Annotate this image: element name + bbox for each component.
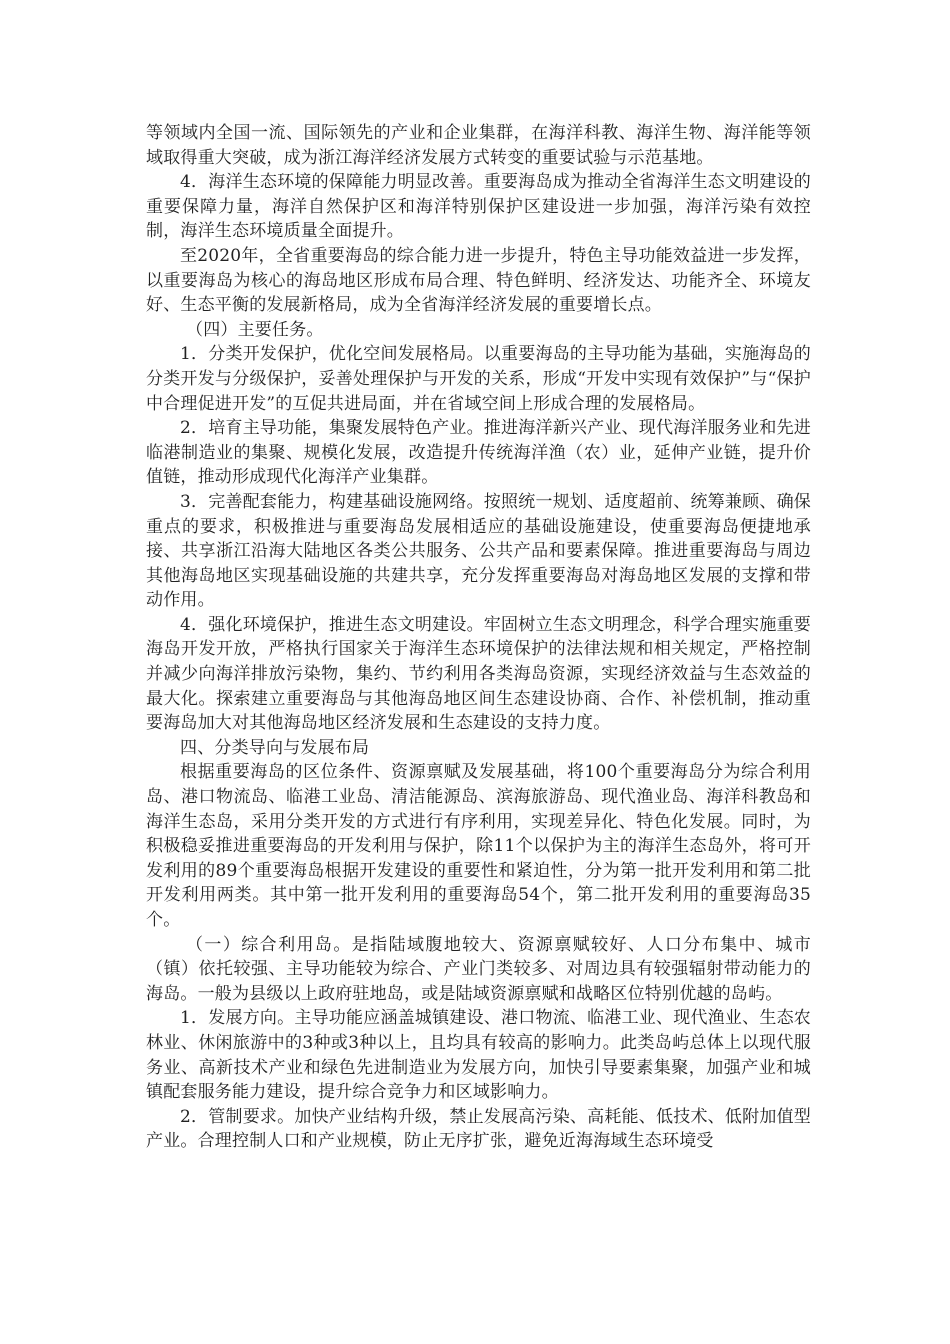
paragraph-control-requirements: 2．管制要求。加快产业结构升级，禁止发展高污染、高耗能、低技术、低附加值型产业。合理控制人口和产业规模，防止无序扩张，避免近海海域生态环境受: [146, 1106, 811, 1152]
paragraph-classification: 根据重要海岛的区位条件、资源禀赋及发展基础，将100个重要海岛分为综合利用岛、港口物流岛、临港工业岛、清洁能源岛、滨海旅游岛、现代渔业岛、海洋科教岛和海洋生态岛，采用分类开发的方式进行有序利用，实现差异化、特色化发展。同时，为积极稳妥推进重要海岛的开发利用与保护，除11个以保护为主的海洋生态岛外，将可开发利用的89个重要海岛根据开发建设的重要性和紧迫性，分为第一批开发利用和第二批开发利用两类。其中第一批开发利用的重要海岛54个，第二批开发利用的重要海岛35个。: [146, 762, 811, 930]
paragraph-goal-4: 4．海洋生态环境的保障能力明显改善。重要海岛成为推动全省海洋生态文明建设的重要保障力量，海洋自然保护区和海洋特别保护区建设进一步加强，海洋污染有效控制，海洋生态环境质量全面提升。: [146, 172, 811, 242]
paragraph-task-1: 1．分类开发保护，优化空间发展格局。以重要海岛的主导功能为基础，实施海岛的分类开发与分级保护，妥善处理保护与开发的关系，形成“开发中实现有效保护”与“保护中合理促进开发”的互促共进局面，并在省域空间上形成合理的发展格局。: [146, 344, 811, 414]
document-body: [146, 121, 811, 1154]
paragraph-continuation: 等领域内全国一流、国际领先的产业和企业集群，在海洋科教、海洋生物、海洋能等领域取得重大突破，成为浙江海洋经济发展方式转变的重要试验与示范基地。: [146, 123, 811, 168]
paragraph-2020-goal: 至2020年，全省重要海岛的综合能力进一步提升，特色主导功能效益进一步发挥，以重要海岛为核心的海岛地区形成布局合理、特色鲜明、经济发达、功能齐全、环境友好、生态平衡的发展新格局，成为全省海洋经济发展的重要增长点。: [146, 245, 811, 316]
paragraph-task-2: 2．培育主导功能，集聚发展特色产业。推进海洋新兴产业、现代海洋服务业和先进临港制造业的集聚、规模化发展，改造提升传统海洋渔（农）业，延伸产业链，提升价值链，推动形成现代化海洋产业集群。: [146, 418, 811, 488]
heading-main-tasks: （四）主要任务。: [186, 319, 324, 340]
paragraph-comprehensive-island: （一）综合利用岛。是指陆域腹地较大、资源禀赋较好、人口分布集中、城市（镇）依托较强、主导功能较为综合、产业门类较多、对周边具有较强辐射带动能力的海岛。一般为县级以上政府驻地岛，或是陆域资源禀赋和战略区位特别优越的岛屿。: [146, 934, 811, 1004]
paragraph-development-direction: 1．发展方向。主导功能应涵盖城镇建设、港口物流、临港工业、现代渔业、生态农林业、休闲旅游中的3种或3种以上，且均具有较高的影响力。此类岛屿总体上以现代服务业、高新技术产业和绿色先进制造业为发展方向，加快引导要素集聚，加强产业和城镇配套服务能力建设，提升综合竞争力和区域影响力。: [146, 1008, 811, 1103]
paragraph-task-4: 4．强化环境保护，推进生态文明建设。牢固树立生态文明理念，科学合理实施重要海岛开发开放，严格执行国家关于海洋生态环境保护的法律法规和相关规定，严格控制并减少向海洋排放污染物，集约、节约利用各类海岛资源，实现经济效益与生态效益的最大化。探索建立重要海岛与其他海岛地区间生态建设协商、合作、补偿机制，推动重要海岛加大对其他海岛地区经济发展和生态建设的支持力度。: [146, 614, 811, 734]
heading-section-4: 四、分类导向与发展布局: [180, 737, 370, 758]
paragraph-task-3: 3．完善配套能力，构建基础设施网络。按照统一规划、适度超前、统筹兼顾、确保重点的要求，积极推进与重要海岛发展相适应的基础设施建设，使重要海岛便捷地承接、共享浙江沿海大陆地区各类公共服务、公共产品和要素保障。推进重要海岛与周边其他海岛地区实现基础设施的共建共享，充分发挥重要海岛对海岛地区发展的支撑和带动作用。: [146, 491, 811, 611]
